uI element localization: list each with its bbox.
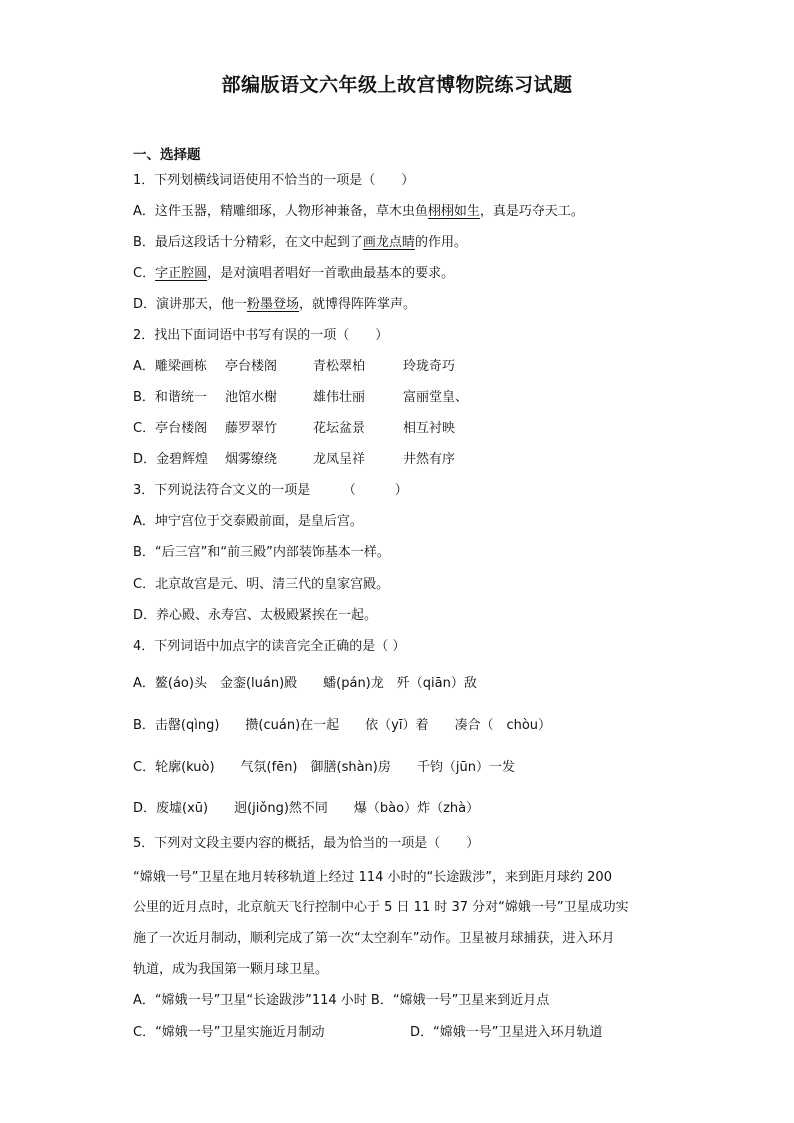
option-word: 井然有序 (403, 452, 456, 467)
option-word: A．雕梁画栋 (133, 359, 207, 374)
question-2-option-c (133, 420, 693, 438)
option-word: 龙凤呈祥 (313, 452, 366, 467)
question-5-option-d: D．“嫦娥一号”卫星进入环月轨道 (410, 1025, 603, 1040)
question-5-options-ab: A．“嫦娥一号”卫星“长途跋涉”114 小时 B．“嫦娥一号”卫星来到近月点 (133, 993, 550, 1008)
option-word: D．金碧辉煌 (133, 452, 209, 467)
question-1-option-b (133, 234, 693, 252)
option-word: 藤罗翠竹 (225, 421, 278, 436)
question-1-option-c (133, 265, 693, 283)
option-text: C． (133, 266, 156, 281)
passage-line: 公里的近月点时，北京航天飞行控制中心于 5 日 11 时 37 分对“嫦娥一号”卫星成功实 (133, 900, 629, 915)
question-3-option-c: C．北京故宫是元、明、清三代的皇家宫殿。 (133, 577, 390, 592)
underlined-phrase: 粉墨登场 (247, 297, 300, 312)
underlined-phrase: 字正腔圆 (155, 266, 208, 281)
option-word: 相互衬映 (403, 421, 456, 436)
question-3-option-b: B．“后三宫”和“前三殿”内部装饰基本一样。 (133, 545, 390, 560)
question-3-option-a: A．坤宁宫位于交泰殿前面，是皇后宫。 (133, 514, 363, 529)
option-word: 池馆水榭 (225, 390, 278, 405)
question-1-option-a (133, 203, 693, 221)
option-word: 富丽堂皇、 (403, 390, 469, 405)
option-text: A．这件玉器，精雕细琢，人物形神兼备，草木虫鱼 (133, 204, 428, 219)
option-word: 玲珑奇巧 (403, 359, 456, 374)
page-title: 部编版语文六年级上故宫博物院练习试题 (221, 74, 573, 96)
question-4-option-d: D．废墟(xū) 迥(jiǒng)然不同 爆（bào）炸（zhà） (133, 801, 480, 816)
option-text: D．演讲那天，他一 (133, 297, 248, 312)
option-word: B．和谐统一 (133, 390, 207, 405)
option-word: C．亭台楼阁 (133, 421, 208, 436)
option-word: 亭台楼阁 (225, 359, 278, 374)
question-2-option-b (133, 389, 693, 407)
passage-line: 轨道，成为我国第一颗月球卫星。 (133, 962, 329, 977)
option-word: 烟雾缭绕 (225, 452, 278, 467)
passage-line: “嫦娥一号”卫星在地月转移轨道上经过 114 小时的“长途跋涉”，来到距月球约 200 (133, 870, 612, 885)
option-text: ，真是巧夺天工。 (479, 204, 584, 219)
option-text: ，是对演唱者唱好一首歌曲最基本的要求。 (207, 266, 455, 281)
option-word: 雄伟壮丽 (313, 390, 366, 405)
section-heading: 一、选择题 (133, 147, 201, 163)
question-1-stem: 1．下列划横线词语使用不恰当的一项是（ ） (133, 173, 415, 188)
question-3-stem: 3．下列说法符合文义的一项是 （ ） (133, 483, 408, 498)
question-4-option-c: C．轮廓(kuò) 气氛(fēn) 御膳(shàn)房 千钧（jūn）一发 (133, 760, 515, 775)
question-3-option-d: D．养心殿、永寿宫、太极殿紧挨在一起。 (133, 608, 378, 623)
question-4-option-b: B．击罄(qìng) 攒(cuán)在一起 依（yī）着 凑合（ chòu） (133, 718, 552, 733)
underlined-phrase: 画龙点睛 (362, 235, 415, 250)
underlined-phrase: 栩栩如生 (427, 204, 480, 219)
option-text: B．最后这段话十分精彩，在文中起到了 (133, 235, 363, 250)
passage-line: 施了一次近月制动，顺利完成了第一次“太空刹车”动作。卫星被月球捕获，进入环月 (133, 931, 615, 946)
option-text: ，就博得阵阵掌声。 (299, 297, 417, 312)
option-word: 花坛盆景 (313, 421, 366, 436)
question-2-option-a (133, 358, 693, 376)
question-2-option-d (133, 451, 693, 469)
question-4-option-a: A．鳌(áo)头 金銮(luán)殿 蟠(pán)龙 歼（qiān）敌 (133, 676, 477, 691)
question-5-stem: 5．下列对文段主要内容的概括，最为恰当的一项是（ ） (133, 836, 480, 851)
question-4-stem: 4．下列词语中加点字的读音完全正确的是（ ） (133, 639, 406, 654)
option-text: 的作用。 (414, 235, 467, 250)
question-5-option-c: C．“嫦娥一号”卫星实施近月制动 (133, 1025, 325, 1040)
question-2-stem: 2．找出下面词语中书写有误的一项（ ） (133, 328, 389, 343)
option-word: 青松翠柏 (313, 359, 366, 374)
question-1-option-d (133, 296, 693, 314)
